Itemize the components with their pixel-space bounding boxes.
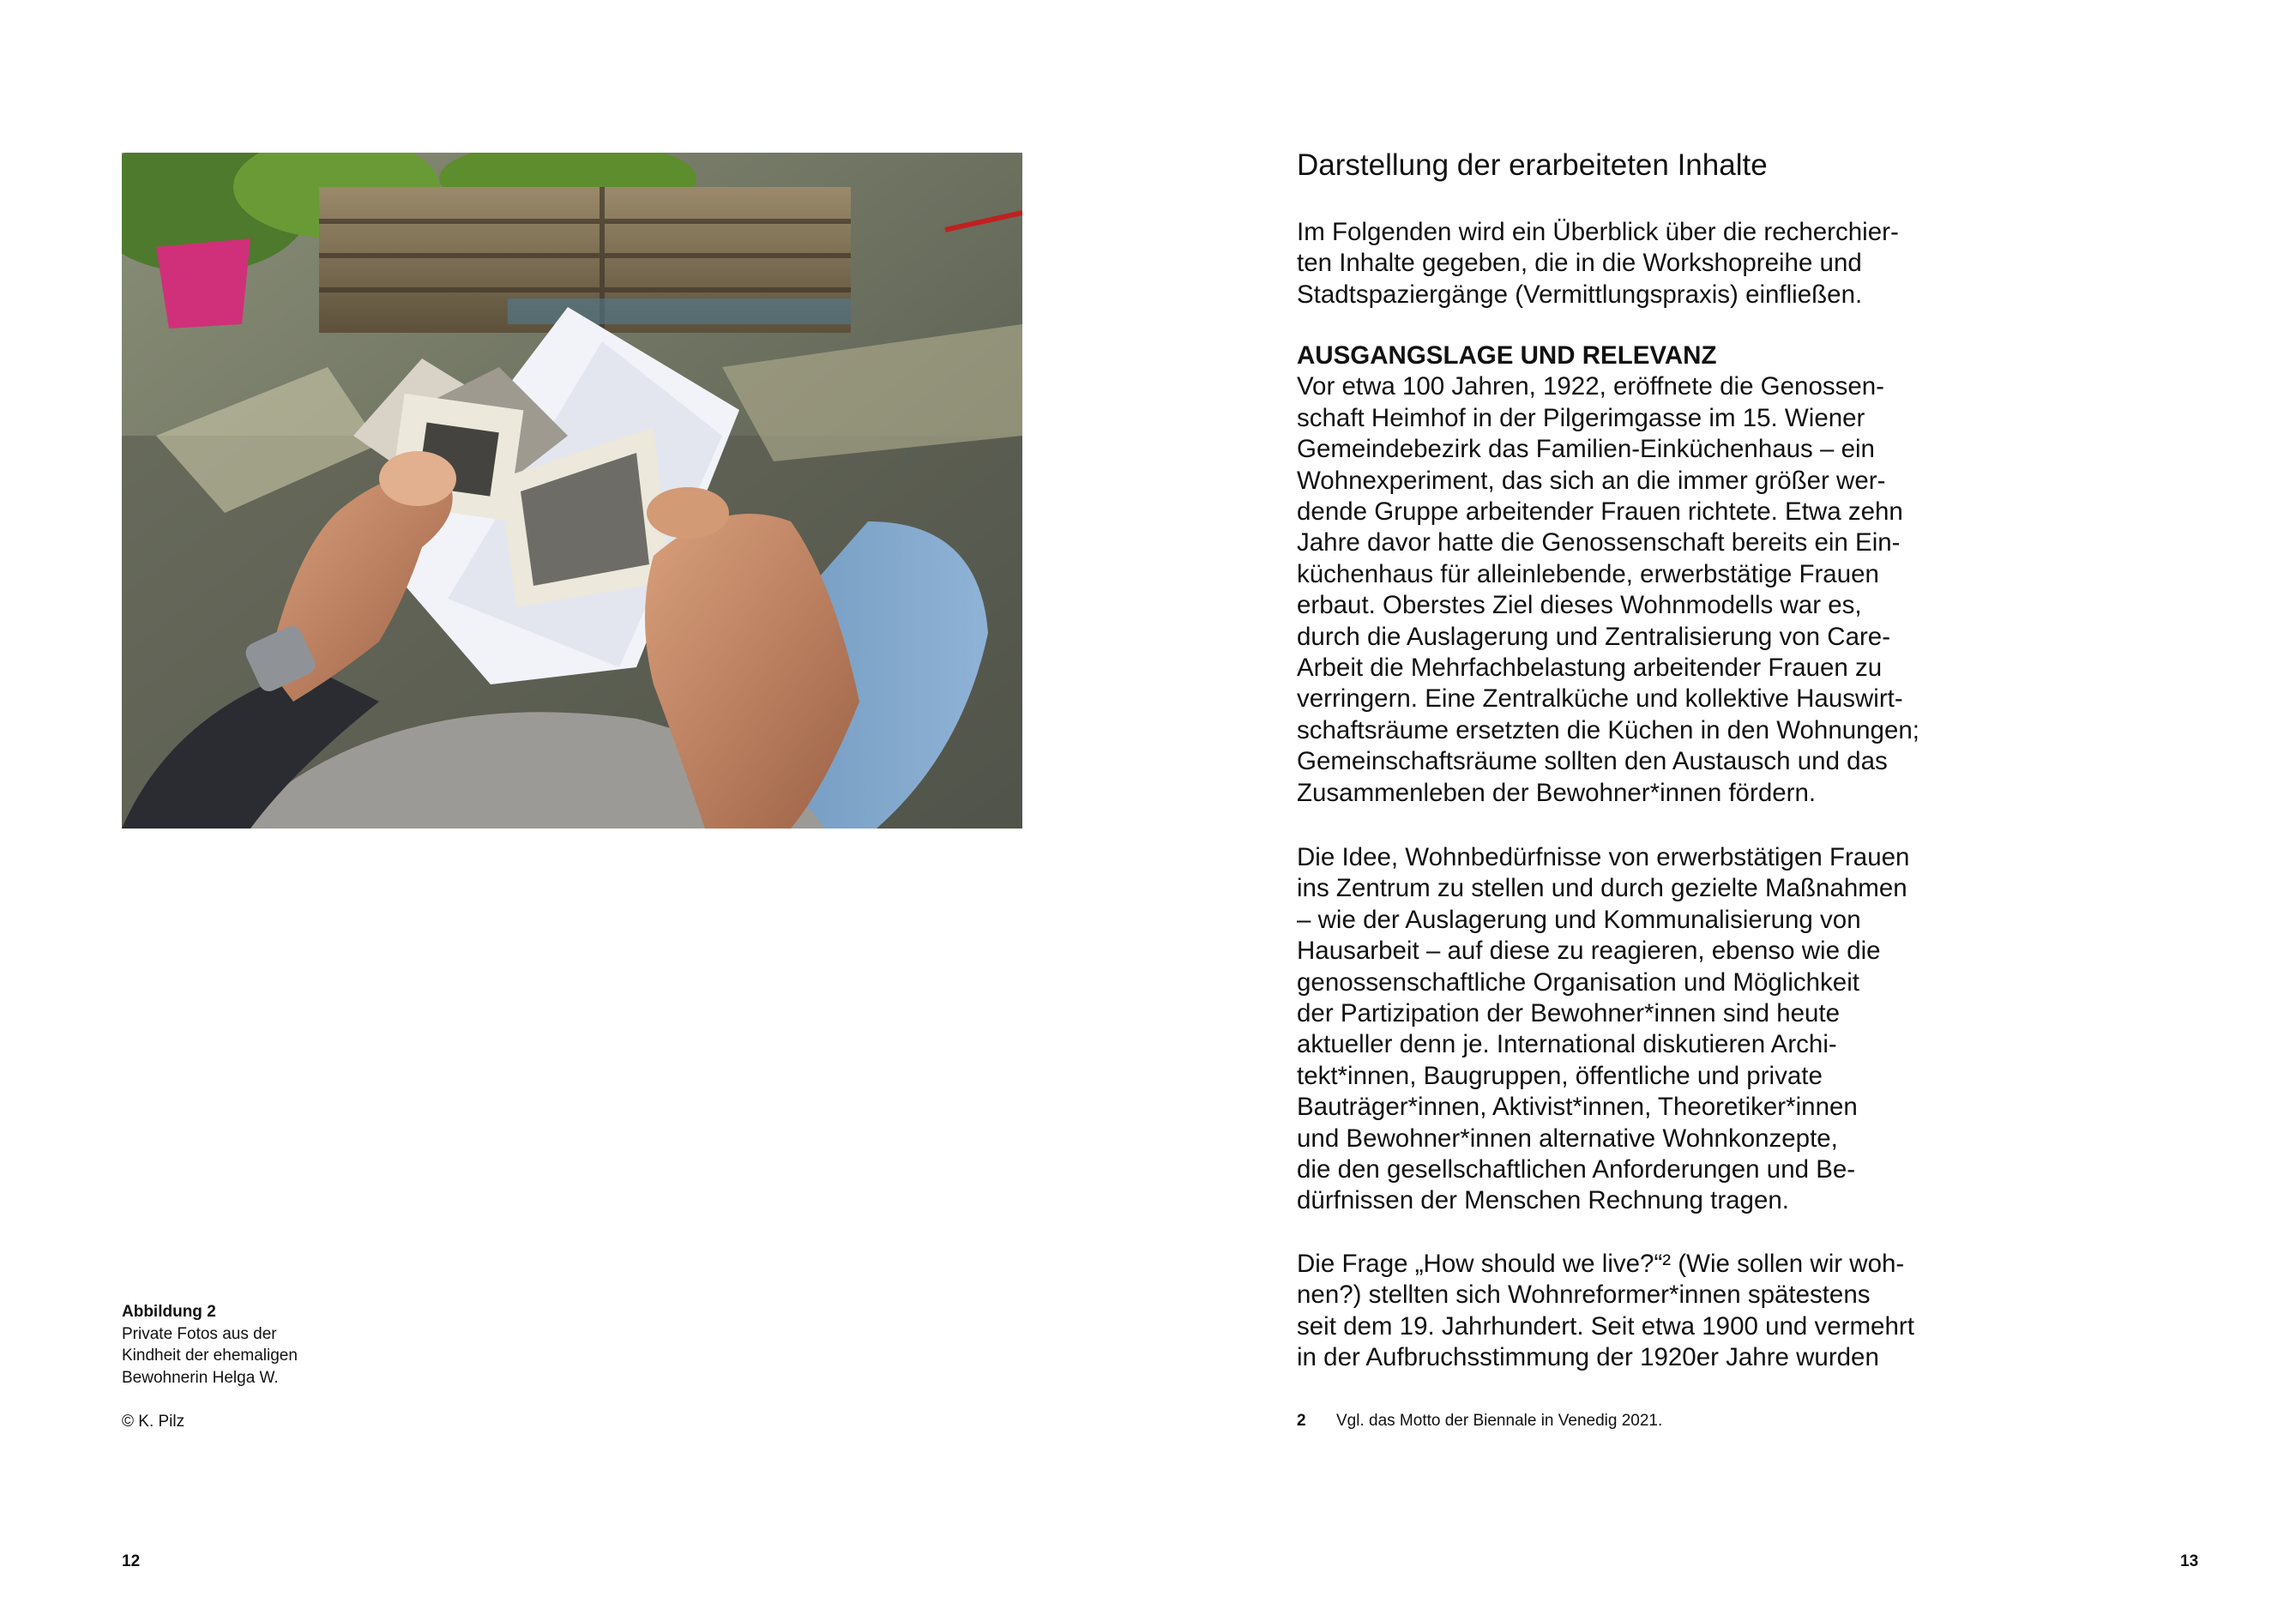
text-line: Gemeinschaftsräume sollten den Austausch und das	[1297, 747, 1888, 776]
intro-paragraph	[1297, 217, 1899, 310]
footnote-number: 2	[1297, 1412, 1306, 1430]
text-line: schaftsräume ersetzten die Küchen in den Wohnungen;	[1297, 715, 1919, 744]
text-line: und Bewohner*innen alternative Wohnkonzepte,	[1297, 1124, 1838, 1153]
photo-illustration	[122, 153, 1022, 829]
paragraph-2	[1297, 842, 1909, 1217]
text-line: verringern. Eine Zentralküche und kollektive Hauswirt-	[1297, 684, 1903, 714]
text-line: Gemeindebezirk das Familien-Einküchenhaus – ein	[1297, 435, 1875, 464]
text-line: – wie der Auslagerung und Kommunalisierung von	[1297, 905, 1861, 934]
text-line: Zusammenleben der Bewohner*innen fördern.	[1297, 778, 1817, 807]
text-line: Bauträger*innen, Aktivist*innen, Theoretiker*innen	[1297, 1093, 1858, 1122]
page-number-left: 12	[122, 1552, 141, 1570]
text-line: küchenhaus für alleinlebende, erwerbstätige Frauen	[1297, 559, 1879, 588]
text-line: Im Folgenden wird ein Überblick über die recherchier-	[1297, 218, 1899, 246]
paragraph-1	[1297, 340, 1919, 809]
text-line: Stadtspaziergänge (Vermittlungspraxis) einfließen.	[1297, 280, 1863, 309]
text-line: Jahre davor hatte die Genossenschaft bereits ein Ein-	[1297, 528, 1901, 557]
text-line: seit dem 19. Jahrhundert. Seit etwa 1900 und vermehrt	[1297, 1311, 1914, 1341]
text-line: dürfnissen der Menschen Rechnung tragen.	[1297, 1186, 1789, 1215]
caption-line: Private Fotos aus der	[122, 1324, 277, 1343]
text-line: nen?) stellten sich Wohnreformer*innen spätestens	[1297, 1281, 1871, 1310]
footnote-text: Vgl. das Motto der Biennale in Venedig 2021.	[1336, 1412, 1663, 1430]
text-line: ten Inhalte gegeben, die in die Workshopreihe und	[1297, 249, 1862, 278]
text-line: schaft Heimhof in der Pilgerimgasse im 15. Wiener	[1297, 403, 1865, 432]
text-line: der Partizipation der Bewohner*innen sind heute	[1297, 999, 1841, 1028]
text-line: tekt*innen, Baugruppen, öffentliche und private	[1297, 1061, 1823, 1090]
text-line: Wohnexperiment, das sich an die immer größer wer-	[1297, 466, 1886, 495]
subheading: AUSGANGSLAGE UND RELEVANZ	[1297, 341, 1717, 370]
text-line: Arbeit die Mehrfachbelastung arbeitender Frauen zu	[1297, 654, 1883, 683]
text-line: in der Aufbruchsstimmung der 1920er Jahre wurden	[1297, 1343, 1879, 1372]
photo-private-photos	[122, 153, 1022, 829]
caption-title: Abbildung 2	[122, 1303, 216, 1321]
page-number-right: 13	[2180, 1552, 2199, 1570]
text-line: genossenschaftliche Organisation und Möglichkeit	[1297, 967, 1859, 997]
caption-line: Kindheit der ehemaligen	[122, 1347, 298, 1365]
footnote	[1297, 1410, 1662, 1431]
paragraph-3	[1297, 1249, 1914, 1374]
text-line: die den gesellschaftlichen Anforderungen und Be-	[1297, 1155, 1856, 1184]
text-line: erbaut. Oberstes Ziel dieses Wohnmodells war es,	[1297, 591, 1862, 620]
section-heading: Darstellung der erarbeiteten Inhalte	[1297, 148, 1768, 182]
text-line: Die Idee, Wohnbedürfnisse von erwerbstätigen Frauen	[1297, 843, 1910, 871]
text-line: Die Frage „How should we live?“² (Wie sollen wir woh-	[1297, 1250, 1905, 1278]
text-line: durch die Auslagerung und Zentralisierung von Care-	[1297, 622, 1891, 651]
text-line: ins Zentrum zu stellen und durch gezielte Maßnahmen	[1297, 874, 1907, 903]
text-line: dende Gruppe arbeitender Frauen richtete. Etwa zehn	[1297, 497, 1903, 527]
text-line: aktueller denn je. International diskutieren Archi-	[1297, 1030, 1837, 1059]
caption-line: Bewohnerin Helga W.	[122, 1368, 279, 1387]
text-line: Hausarbeit – auf diese zu reagieren, ebenso wie die	[1297, 937, 1881, 966]
photo-credit: © K. Pilz	[122, 1413, 185, 1431]
text-line: Vor etwa 100 Jahren, 1922, eröffnete die Genossen-	[1297, 372, 1884, 401]
figure-caption	[122, 1301, 396, 1389]
